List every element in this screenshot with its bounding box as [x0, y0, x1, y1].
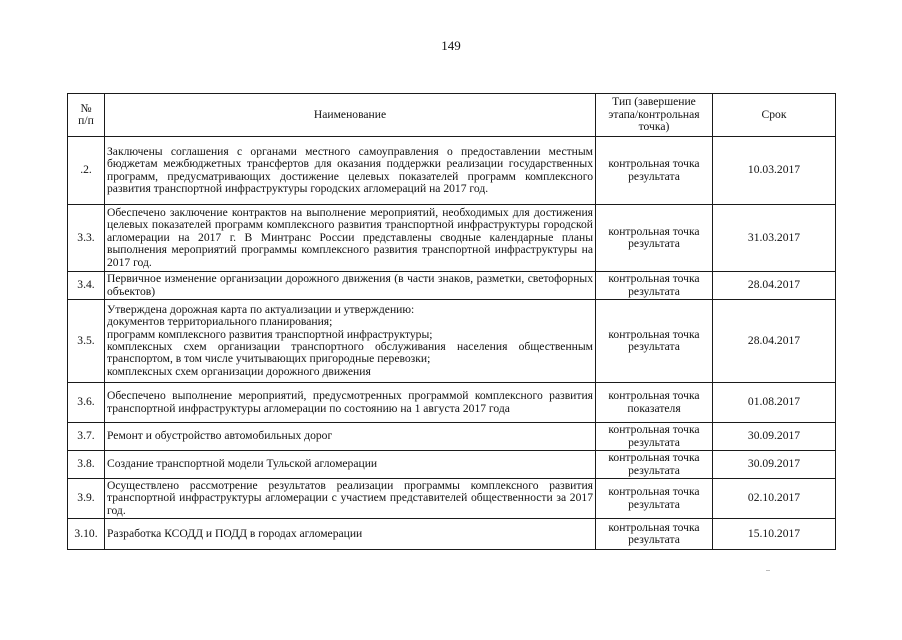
table-row	[68, 205, 836, 272]
milestones-table	[67, 93, 836, 550]
column-header-number: № п/п	[68, 94, 105, 137]
table-row	[68, 519, 836, 550]
row-name: Создание транспортной модели Тульской агломерации	[105, 451, 596, 479]
row-name-line: комплексных схем организации дорожного движения	[107, 364, 371, 378]
row-type: контрольная точка результата	[596, 137, 713, 205]
column-header-type: Тип (завершение этапа/контрольная точка)	[596, 94, 713, 137]
row-name: Обеспечено заключение контрактов на выполнение мероприятий, необходимых для достижения целевых показателей программ комплексного развития транспортной инфраструктуры городской агломерации на 2017 г. В Минтранс России представлены сводные календарные планы выполнения мероприятий программы комплексного развития транспортной инфраструктуры на 2017 год.	[105, 205, 596, 272]
row-deadline: 02.10.2017	[713, 479, 836, 519]
row-deadline: 15.10.2017	[713, 519, 836, 550]
row-number: 3.5.	[68, 300, 105, 383]
row-type: контрольная точка результата	[596, 300, 713, 383]
row-number: 3.7.	[68, 423, 105, 451]
row-name: Осуществлено рассмотрение результатов реализации программы комплексного развития транспортной инфраструктуры агломерации с участием представителей общественности за 2017 год.	[105, 479, 596, 519]
row-name: Заключены соглашения с органами местного самоуправления о предоставлении местным бюджетам межбюджетных трансфертов для оказания поддержки реализации государственных программ, предусматривающих достижение целевых показателей программ комплексного развития транспортной инфраструктуры городских агломераций на 2017 год.	[105, 137, 596, 205]
row-deadline: 28.04.2017	[713, 272, 836, 300]
table-row	[68, 137, 836, 205]
column-header-name: Наименование	[105, 94, 596, 137]
row-number: .2.	[68, 137, 105, 205]
row-number: 3.9.	[68, 479, 105, 519]
row-number: 3.10.	[68, 519, 105, 550]
page-number: 149	[441, 38, 461, 53]
row-name: Разработка КСОДД и ПОДД в городах агломерации	[105, 519, 596, 550]
table-row	[68, 451, 836, 479]
row-type: контрольная точка показателя	[596, 383, 713, 423]
row-name-line: комплексных схем организации транспортного обслуживания населения общественным транспортом, в том числе учитывающих пригородные перевозки;	[107, 340, 593, 366]
row-name: Первичное изменение организации дорожного движения (в части знаков, разметки, светофорных объектов)	[105, 272, 596, 300]
row-type: контрольная точка результата	[596, 519, 713, 550]
scan-mark	[766, 570, 770, 571]
row-name	[105, 300, 596, 383]
row-type: контрольная точка результата	[596, 423, 713, 451]
row-deadline: 30.09.2017	[713, 423, 836, 451]
row-number: 3.6.	[68, 383, 105, 423]
table-row	[68, 272, 836, 300]
row-name-line: документов территориального планирования;	[107, 315, 333, 329]
row-type: контрольная точка результата	[596, 479, 713, 519]
row-name: Ремонт и обустройство автомобильных дорог	[105, 423, 596, 451]
row-name-line: Утверждена дорожная карта по актуализации и утверждению:	[107, 302, 415, 316]
column-header-deadline: Срок	[713, 94, 836, 137]
row-name-line: программ комплексного развития транспортной инфраструктуры;	[107, 327, 433, 341]
row-type: контрольная точка результата	[596, 451, 713, 479]
row-deadline: 01.08.2017	[713, 383, 836, 423]
row-type: контрольная точка результата	[596, 272, 713, 300]
table-row	[68, 423, 836, 451]
table-header-row	[68, 94, 836, 137]
row-type: контрольная точка результата	[596, 205, 713, 272]
row-number: 3.4.	[68, 272, 105, 300]
row-deadline: 30.09.2017	[713, 451, 836, 479]
row-name: Обеспечено выполнение мероприятий, предусмотренных программой комплексного развития транспортной инфраструктуры агломерации по состоянию на 1 августа 2017 года	[105, 383, 596, 423]
row-deadline: 10.03.2017	[713, 137, 836, 205]
table-row	[68, 479, 836, 519]
row-deadline: 28.04.2017	[713, 300, 836, 383]
row-deadline: 31.03.2017	[713, 205, 836, 272]
row-number: 3.3.	[68, 205, 105, 272]
row-number: 3.8.	[68, 451, 105, 479]
table-row	[68, 300, 836, 383]
table-row	[68, 383, 836, 423]
